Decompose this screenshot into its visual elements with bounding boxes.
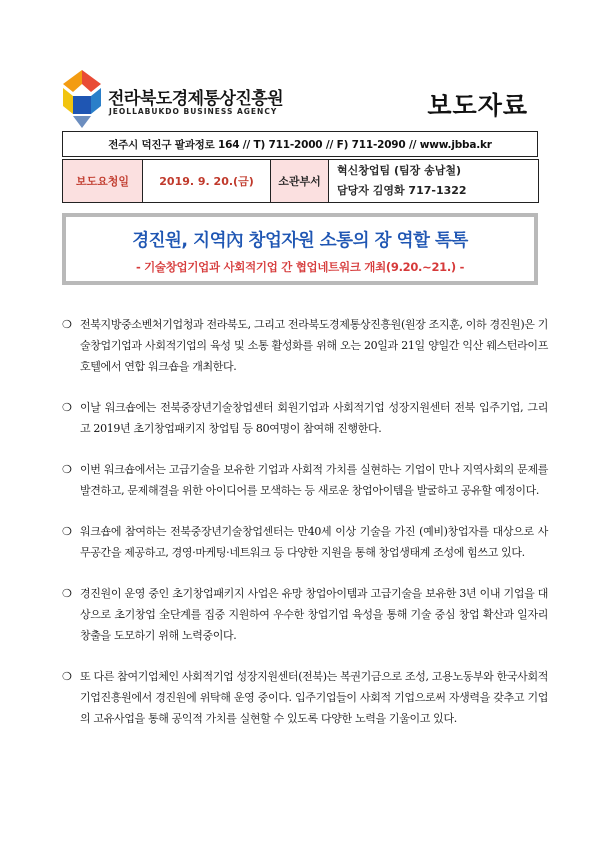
org-name-english: JEOLLABUKDO BUSINESS AGENCY — [109, 107, 278, 116]
hollow-circle-icon: ❍ — [62, 463, 72, 476]
headline-main: 경진원, 지역內 창업자원 소통의 장 역할 톡톡 — [132, 231, 468, 251]
paragraph-text: 이날 워크숍에는 전북중장년기술창업센터 회원기업과 사회적기업 성장지원센터 전북 입주기업, 그리고 2019년 초기창업패키지 창업팀 등 80여명이 참여해 진행한다. — [80, 401, 548, 435]
paragraph — [62, 583, 548, 646]
agency-logo-icon — [63, 70, 101, 128]
info-table — [62, 159, 539, 203]
paragraph — [62, 314, 548, 377]
paragraph-text: 경진원이 운영 중인 초기창업패키지 사업은 유망 창업아이템과 고급기술을 보유한 3년 이내 기업을 대상으로 초기창업 全단계를 집중 지원하여 우수한 창업기업 육성을 통해 기술 중심 창업 확산과 일자리 창출을 도모하기 위해 노력중이다. — [80, 587, 548, 642]
paragraph-text: 워크숍에 참여하는 전북중장년기술창업센터는 만40세 이상 기술을 가진 (예비)창업자를 대상으로 사무공간을 제공하고, 경영·마케팅·네트워크 등 다양한 지원을 통해 창업생태계 조성에 힘쓰고 있다. — [80, 525, 548, 559]
paragraph-text: 또 다른 참여기업체인 사회적기업 성장지원센터(전북)는 복권기금으로 조성, 고용노동부와 한국사회적기업진흥원에서 경진원에 위탁해 운영 중이다. 입주기업들이 사회적 기업으로써 자생력을 갖추고 기업의 고유사업을 통해 공익적 가치를 실현할 수 있도록 다양한 노력을 기울이고 있다. — [80, 670, 548, 725]
paragraph — [62, 459, 548, 501]
paragraph — [62, 521, 548, 563]
hollow-circle-icon: ❍ — [62, 525, 72, 538]
headline-sub: - 기술창업기업과 사회적기업 간 협업네트워크 개최(9.20.~21.) - — [135, 260, 465, 274]
hollow-circle-icon: ❍ — [62, 318, 72, 331]
org-name-korean: 전라북도경제통상진흥원 — [108, 89, 284, 109]
department-team: 혁신창업팀 (팀장 송남철) — [337, 164, 461, 177]
hollow-circle-icon: ❍ — [62, 670, 72, 683]
department-contact: 담당자 김영화 717-1322 — [337, 184, 467, 197]
paragraph-text: 이번 워크숍에서는 고급기술을 보유한 기업과 사회적 가치를 실현하는 기업이 만나 지역사회의 문제를 발견하고, 문제해결을 위한 아이디어를 모색하는 등 새로운 창업아이템을 발굴하고 공유할 예정이다. — [80, 463, 548, 497]
hollow-circle-icon: ❍ — [62, 587, 72, 600]
request-date-label: 보도요청일 — [63, 160, 143, 203]
contact-text: 전주시 덕진구 팔과정로 164 // T) 711-2000 // F) 711-2090 // www.jbba.kr — [108, 138, 492, 151]
paragraph — [62, 666, 548, 729]
department-label: 소관부서 — [271, 160, 329, 203]
hollow-circle-icon: ❍ — [62, 401, 72, 414]
article-body — [62, 314, 548, 749]
paragraph-text: 전북지방중소벤처기업청과 전라북도, 그리고 전라북도경제통상진흥원(원장 조지훈, 이하 경진원)은 기술창업기업과 사회적기업의 육성 및 소통 활성화를 위해 오는 20일과 21일 양일간 익산 웨스턴라이프호텔에서 연합 워크숍을 개최한다. — [80, 318, 548, 373]
paragraph — [62, 397, 548, 439]
headline-box — [62, 213, 538, 285]
department-info — [329, 160, 539, 203]
request-date-value: 2019. 9. 20.(금) — [143, 160, 271, 203]
contact-bar — [62, 131, 538, 157]
agency-logo — [63, 70, 323, 130]
document-type-title: 보도자료 — [427, 91, 528, 120]
